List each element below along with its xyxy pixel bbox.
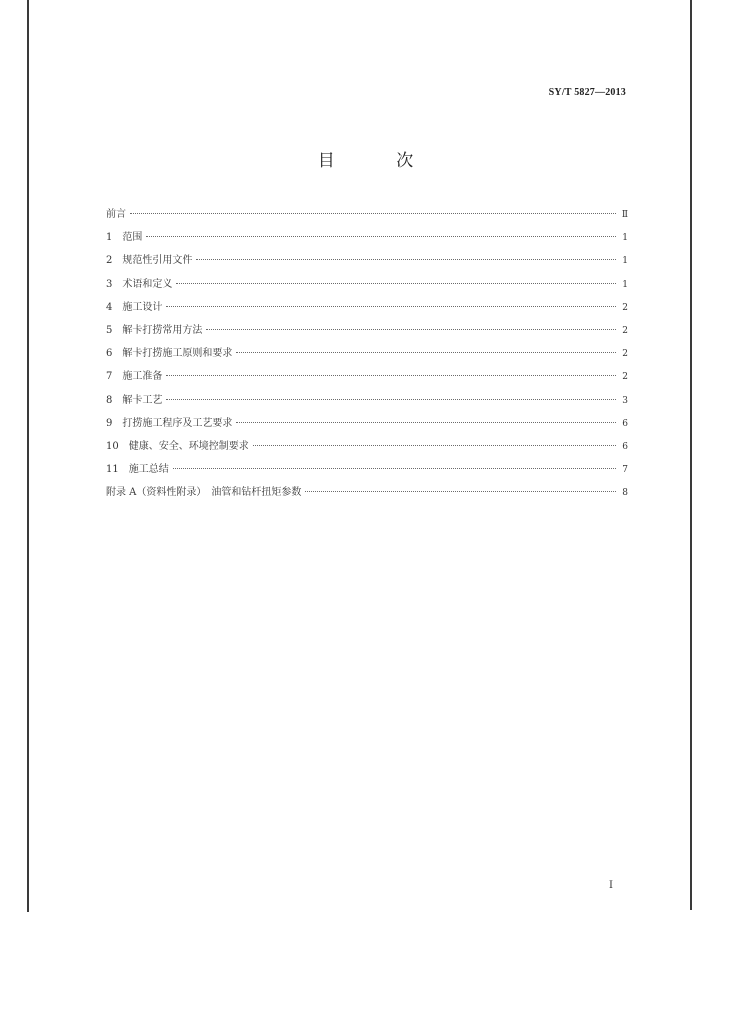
toc-leader-dots [305,491,616,492]
page-title: 目 次 [317,151,442,171]
toc-leader-dots [130,213,616,214]
toc-entry-label: 前言 [106,209,126,220]
toc-entry-label: 4 施工设计 [106,301,163,313]
toc-entry-page: 1 [622,279,628,290]
toc-leader-dots [236,352,616,353]
toc-leader-dots [146,236,616,237]
toc-entry-page: 6 [622,418,628,429]
toc-entry-label: 10 健康、安全、环境控制要求 [106,440,249,452]
toc-entry-page: 6 [622,441,628,452]
toc-entry-label: 8 解卡工艺 [106,394,163,406]
toc-entry-11[interactable] [106,460,628,483]
toc-entry-appendix-a[interactable] [106,483,628,506]
toc-leader-dots [236,422,616,423]
toc-entry-3[interactable] [106,275,628,298]
toc-entry-label: 1 范围 [106,232,143,244]
toc-entry-label: 2 规范性引用文件 [106,255,193,267]
toc-entry-6[interactable] [106,344,628,367]
toc-entry-page: 2 [622,349,628,360]
scan-edge-left [27,0,29,912]
toc-entry-label: 11 施工总结 [106,464,169,476]
toc-leader-dots [166,399,616,400]
toc-entry-label: 5 解卡打捞常用方法 [106,324,203,336]
toc-entry-page: 1 [622,233,628,244]
toc-leader-dots [206,329,616,330]
page-number: I [609,880,613,891]
toc-leader-dots [166,306,616,307]
toc-entry-5[interactable] [106,321,628,344]
toc-entry-label: 9 打捞施工程序及工艺要求 [106,417,233,429]
toc-entry-9[interactable] [106,414,628,437]
toc-entry-2[interactable] [106,251,628,274]
standard-code: SY/T 5827—2013 [548,87,626,98]
toc-entry-page: 3 [622,395,628,406]
toc-entry-foreword[interactable] [106,205,628,228]
toc-entry-page: 1 [622,256,628,267]
toc-entry-1[interactable] [106,228,628,251]
table-of-contents [106,205,628,506]
toc-entry-label: 附录 A（资料性附录） 油管和钻杆扭矩参数 [106,487,302,499]
toc-entry-8[interactable] [106,391,628,414]
toc-entry-7[interactable] [106,367,628,390]
toc-entry-page: 2 [622,372,628,383]
toc-leader-dots [176,283,616,284]
toc-entry-4[interactable] [106,298,628,321]
toc-entry-page: 8 [622,488,628,499]
scan-edge-right [690,0,692,910]
toc-leader-dots [196,259,616,260]
toc-leader-dots [166,375,616,376]
toc-entry-10[interactable] [106,437,628,460]
toc-leader-dots [253,445,616,446]
toc-entry-page: 7 [622,465,628,476]
toc-leader-dots [173,468,616,469]
toc-entry-label: 3 术语和定义 [106,278,173,290]
toc-entry-page: 2 [622,325,628,336]
toc-entry-label: 7 施工准备 [106,371,163,383]
toc-entry-label: 6 解卡打捞施工原则和要求 [106,348,233,360]
toc-entry-page: 2 [622,302,628,313]
toc-entry-page: Ⅱ [621,210,628,220]
